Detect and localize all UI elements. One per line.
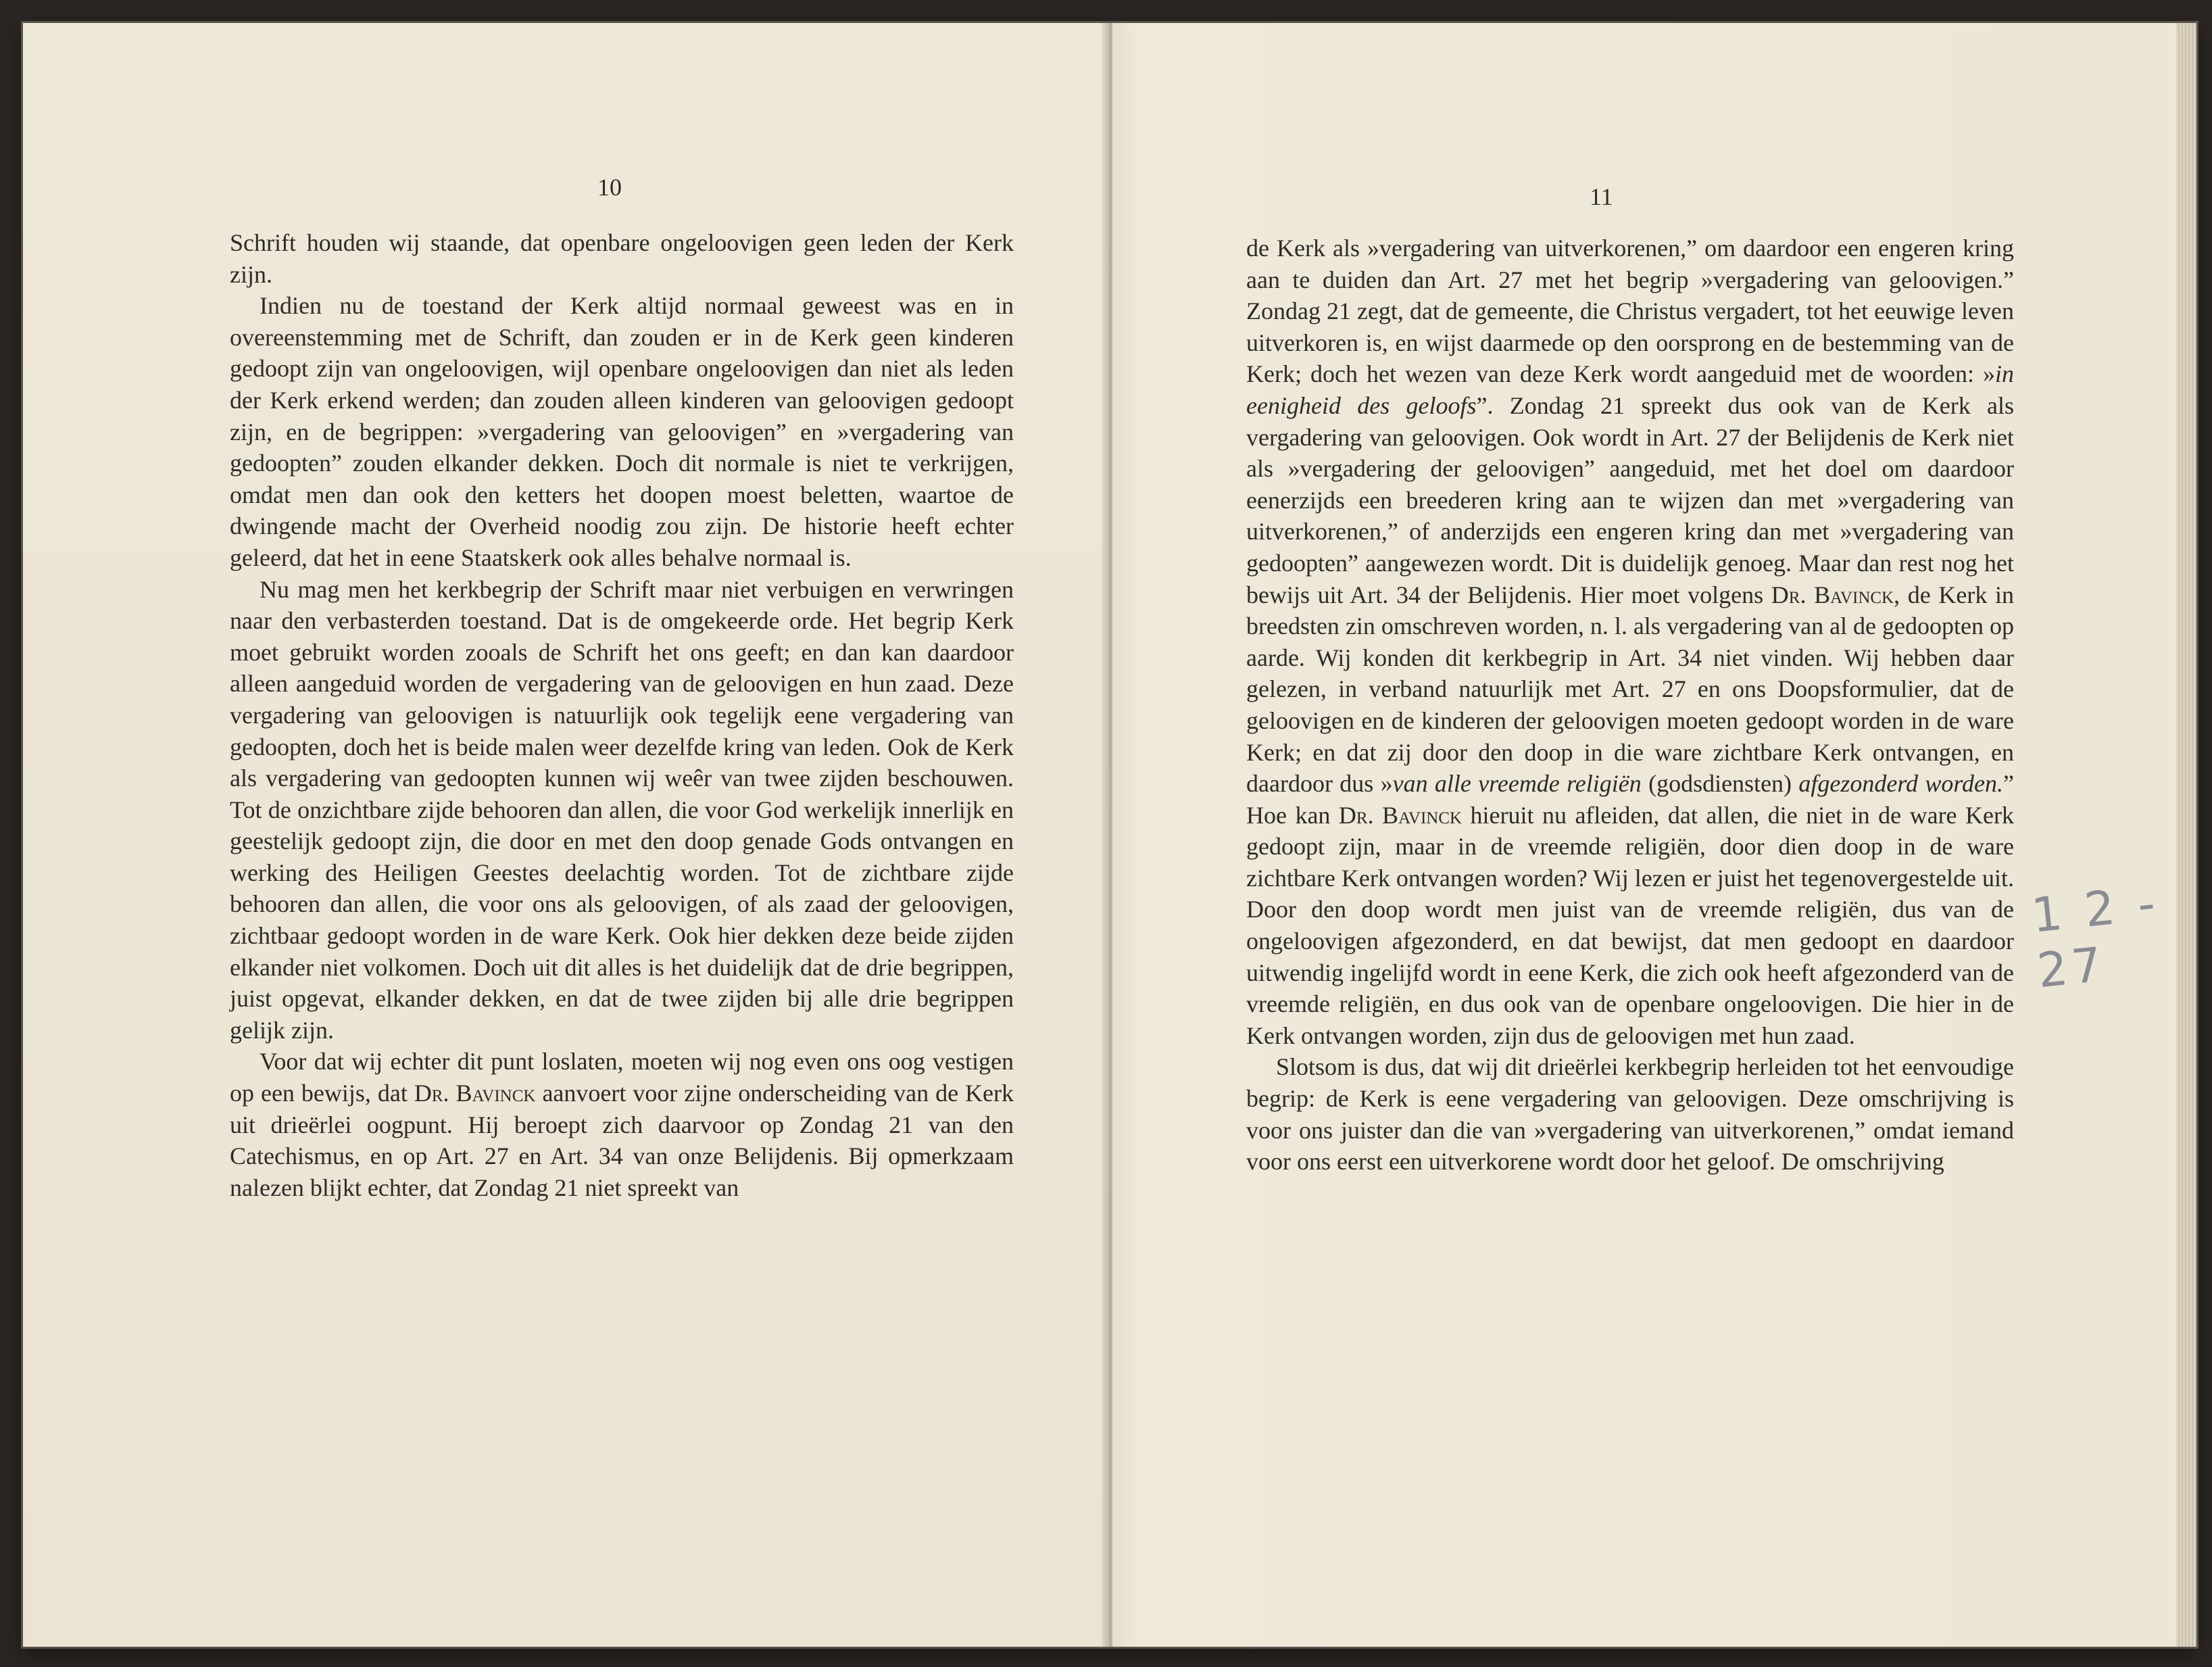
paragraph: Indien nu de toestand der Kerk altijd normaal geweest was en in overeenstemming met de Schrift, dan zouden er in de Kerk geen kinderen gedoopt zijn van ongeloovigen, wijl openbare ongeloovigen dan niet als leden der Kerk erkend werden; dan zouden alleen kinderen van geloovigen gedoopt zijn, en de begrippen: »vergadering van geloovigen” en »vergadering van gedoopten” zouden elkander dekken. Doch dit normale is niet te verkrijgen, omdat men dan ook den ketters het doopen moest beletten, waartoe de dwingende macht der Overheid noodig zou zijn. De historie heeft echter geleerd, dat het in eene Staatskerk ook alles behalve normaal is. [230,292,1014,571]
page-edges [2176,23,2196,1647]
right-page [1112,23,2196,1647]
paragraph: Slotsom is dus, dat wij dit drieërlei kerkbegrip herleiden tot het eenvoudige begrip: de Kerk is eene vergadering van geloovigen. Deze omschrijving is voor ons juister dan die van »vergadering van uitverkorenen,” omdat iemand voor ons eerst een uitverkorene wordt door het geloof. De omschrijving [1246,1053,2014,1176]
text-run: Voor dat wij echter dit punt loslaten, moeten wij nog even ons oog vestigen op een bewijs, dat [230,1048,1014,1107]
paragraph [1246,233,2014,1051]
paragraph: Schrift houden wij staande, dat openbare ongeloovigen geen leden der Kerk zijn. [230,229,1014,288]
left-page [23,23,1110,1647]
italic-quote: in eenigheid des geloofs [1246,360,2014,419]
author-name: Dr. Bavinck [1771,581,1894,608]
paragraph: Nu mag men het kerkbegrip der Schrift maar niet verbuigen en verwringen naar den verbasterden toestand. Dat is de omgekeerde orde. Het begrip Kerk moet gebruikt worden zooals de Schrift het ons geeft; en dan kan daardoor alleen aangeduid worden de vergadering van de geloovigen en hun zaad. Deze vergadering van geloovigen is natuurlijk ook tegelijk eene vergadering van gedoopten, doch het is beide malen weer dezelfde kring van leden. Ook de Kerk als vergadering van gedoopten kunnen wij weêr van twee zijden beschouwen. Tot de onzichtbare zijde behooren dan allen, die voor God werkelijk innerlijk en geestelijk gedoopt zijn, die door en met den doop genade Gods ontvangen en werking des Heiligen Geestes deelachtig worden. Tot de zichtbare zijde behooren dan allen, die voor ons als geloovigen, of als zaad der geloovigen, zichtbaar gedoopt worden in de ware Kerk. Ook hier dekken deze beide zijden elkander niet volkomen. Doch uit dit alles is het duidelijk dat de drie begrippen, juist opgevat, elkander dekken, en dat de twee zijden bij alle drie begrippen gelijk zijn. [230,575,1014,1044]
text-run: (godsdiensten) [1641,770,1799,798]
page-number-left: 10 [597,174,622,201]
text-run: aanvoert voor zijne onderscheiding van de Kerk uit drieërlei oogpunt. Hij beroept zich daarvoor op Zondag 21 van den Catechismus, en op Art. 27 en Art. 34 van onze Belijdenis. Bij opmerkzaam nalezen blijkt echter, dat Zondag 21 niet spreekt van [230,1080,1014,1201]
italic-quote: van alle vreemde religiën [1392,770,1642,798]
right-text-block [1246,233,2014,1178]
text-run: ”. Zondag 21 spreekt dus ook van de Kerk als vergadering van geloovigen. Ook wordt in Art. 27 der Belijdenis de Kerk niet als »vergadering der geloovigen” aangeduid, met het doel om daardoor eenerzijds een breederen kring aan te wijzen dan met »vergadering van uitverkorenen,” of anderzijds een engeren kring dan met »vergadering van gedoopten” aangewezen wordt. Dit is duidelijk genoeg. Maar dan rest nog het bewijs uit Art. 34 der Belijdenis. Hier moet volgens [1246,391,2015,608]
book-spread [23,23,2196,1647]
paragraph [230,1046,1014,1203]
left-text-block [230,227,1014,1203]
text-run: de Kerk als »vergadering van uitverkorenen,” om daardoor een engeren kring aan te duiden dan Art. 27 met het begrip »vergadering van geloovigen.” Zondag 21 zegt, dat de gemeente, die Christus vergadert, tot het eeuwige leven uitverkoren is, en wijst daarmede op den oorsprong en de bestemming van de Kerk; doch het wezen van deze Kerk wordt aangeduid met de woorden: » [1246,235,2014,388]
author-name: Dr. Bavinck [414,1080,536,1107]
page-number-right: 11 [1590,183,1613,210]
italic-quote: afgezonderd worden. [1798,770,2003,798]
text-run: hieruit nu afleiden, dat allen, die niet in de ware Kerk gedoopt zijn, maar in de vreemde religiën, door dien doop in de ware zichtbare Kerk ontvangen worden? Wij lezen er juist het tegenovergestelde uit. Door den doop wordt men juist van de vreemde religiën, dus van de ongeloovigen afgezonderd, en dat bewijst, dat men gedoopt en daardoor uitwendig ingelijfd wordt in eene Kerk, die zich ook heeft afgezonderd van de vreemde religiën, en dus ook van de openbare ongeloovigen. Die hier in de Kerk ontvangen worden, zijn dus de geloovigen met hun zaad. [1246,801,2014,1049]
text-run: ” Hoe kan [1246,770,2014,829]
pencil-annotation: 1 2 - 27 [2029,875,2162,999]
text-run: , de Kerk in breedsten zin omschreven worden, n. l. als vergadering van al de gedoopten op aarde. Wij konden dit kerkbegrip in Art. 34 niet vinden. Wij hebben daar gelezen, in verband natuurlijk met Art. 27 en ons Doopsformulier, dat de geloovigen en de kinderen der geloovigen moeten gedoopt worden in de ware Kerk; en dat zij door den doop in die ware zichtbare Kerk ontvangen, en daardoor dus » [1246,581,2015,798]
author-name: Dr. Bavinck [1338,801,1463,829]
